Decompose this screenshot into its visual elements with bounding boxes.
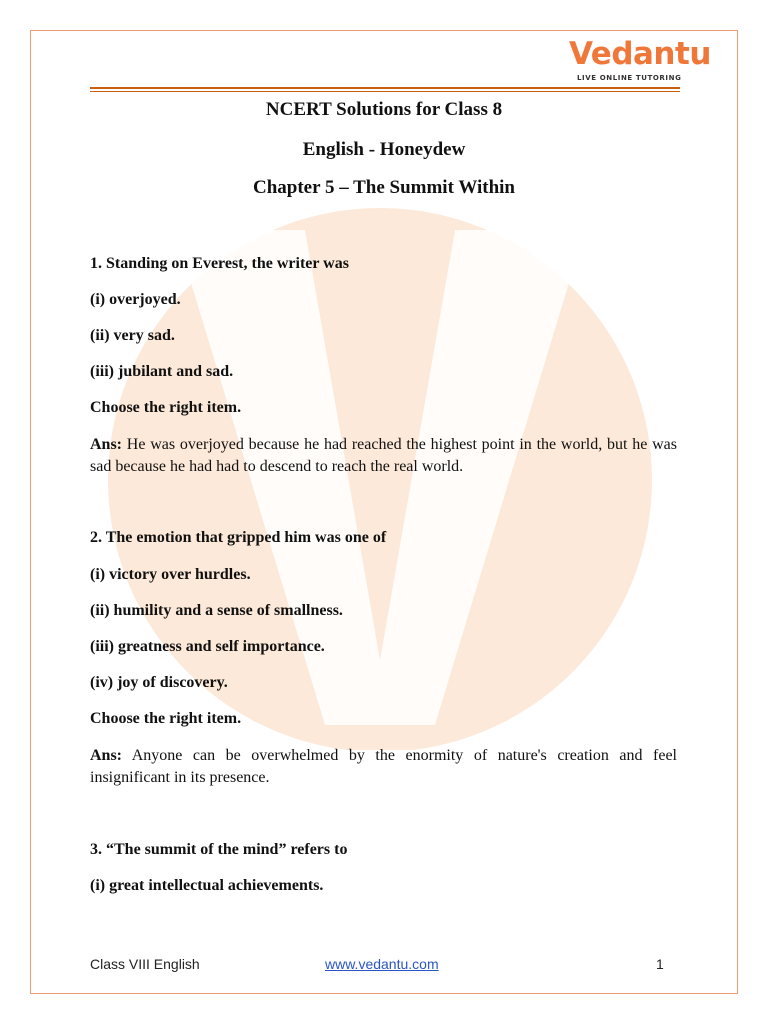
- question-2: 2. The emotion that gripped him was one of: [90, 529, 387, 546]
- q1-ans-label: Ans:: [90, 436, 123, 453]
- document-subject: English - Honeydew: [302, 139, 466, 160]
- footer-website-link[interactable]: www.vedantu.com: [325, 956, 439, 972]
- q2-answer-text: Anyone can be overwhelmed by the enormity of nature's creation and feel insignificant in its presence.: [90, 747, 677, 786]
- q1-option-1: (i) overjoyed.: [90, 291, 181, 308]
- header-rule: [90, 87, 680, 89]
- q2-ans-label: Ans:: [90, 747, 123, 764]
- header-rule-thin: [90, 91, 680, 92]
- vedantu-logo[interactable]: [565, 36, 711, 86]
- question-1: 1. Standing on Everest, the writer was: [90, 255, 349, 272]
- document-title: NCERT Solutions for Class 8: [265, 99, 503, 120]
- q1-instruction: Choose the right item.: [90, 399, 242, 416]
- logo-tagline: LIVE ONLINE TUTORING: [577, 74, 682, 82]
- q1-option-3: (iii) jubilant and sad.: [90, 363, 234, 380]
- q2-answer: [90, 745, 677, 789]
- q2-option-2: (ii) humility and a sense of smallness.: [90, 602, 343, 619]
- q2-option-1: (i) victory over hurdles.: [90, 566, 251, 583]
- q2-option-4: (iv) joy of discovery.: [90, 674, 228, 691]
- q1-option-2: (ii) very sad.: [90, 327, 175, 344]
- chapter-title: Chapter 5 – The Summit Within: [252, 177, 515, 198]
- logo-wordmark: Vedantu: [569, 36, 711, 72]
- q3-option-1: (i) great intellectual achievements.: [90, 877, 324, 894]
- q2-option-3: (iii) greatness and self importance.: [90, 638, 325, 655]
- q1-answer: [90, 434, 677, 478]
- question-3: 3. “The summit of the mind” refers to: [90, 841, 348, 858]
- footer-class-label: Class VIII English: [90, 956, 200, 972]
- page-number: 1: [656, 956, 664, 972]
- q2-instruction: Choose the right item.: [90, 710, 242, 727]
- q1-answer-text: He was overjoyed because he had reached the highest point in the world, but he was sad because he had had to descend to reach the real world.: [90, 436, 677, 475]
